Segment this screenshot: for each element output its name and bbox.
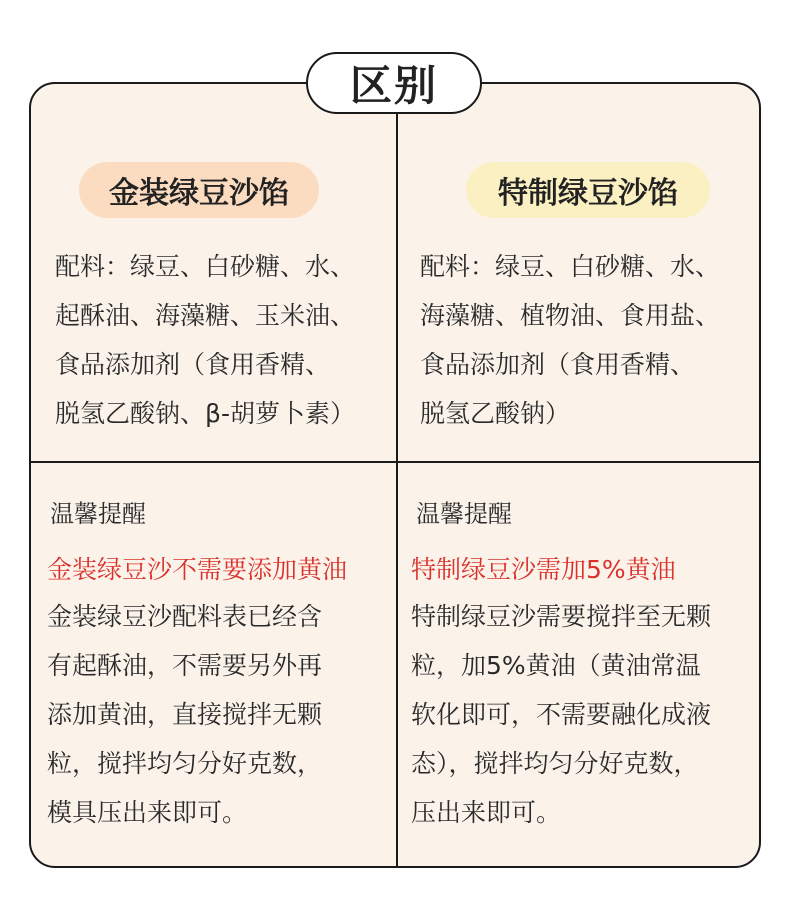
right-tip-label: 温馨提醒 — [416, 500, 512, 528]
right-tip-body: 特制绿豆沙需要搅拌至无颗 粒，加5%黄油（黄油常温 软化即可，不需要融化成液 态），搅拌均匀分好克数， 压出来即可。 — [411, 602, 712, 827]
right-ingredients: 配料：绿豆、白砂糖、水、 海藻糖、植物油、食用盐、 食品添加剂（食用香精、 脱氢乙酸钠） — [420, 252, 721, 428]
left-ingredients: 配料：绿豆、白砂糖、水、 起酥油、海藻糖、玉米油、 食品添加剂（食用香精、 脱氢乙酸钠、β-胡萝卜素） — [55, 252, 356, 428]
left-tip-label: 温馨提醒 — [50, 500, 146, 528]
right-tip-highlight: 特制绿豆沙需加5%黄油 — [411, 555, 676, 584]
right-product-heading: 特制绿豆沙馅 — [466, 162, 710, 218]
left-product-heading: 金装绿豆沙馅 — [79, 162, 319, 218]
row-divider — [31, 461, 759, 463]
left-tip-body: 金装绿豆沙配料表已经含 有起酥油，不需要另外再 添加黄油，直接搅拌无颗 粒，搅拌均匀分好克数， 模具压出来即可。 — [47, 602, 323, 827]
column-divider — [396, 84, 398, 866]
left-tip-highlight: 金装绿豆沙不需要添加黄油 — [47, 555, 348, 584]
comparison-title: 区别 — [306, 52, 482, 114]
